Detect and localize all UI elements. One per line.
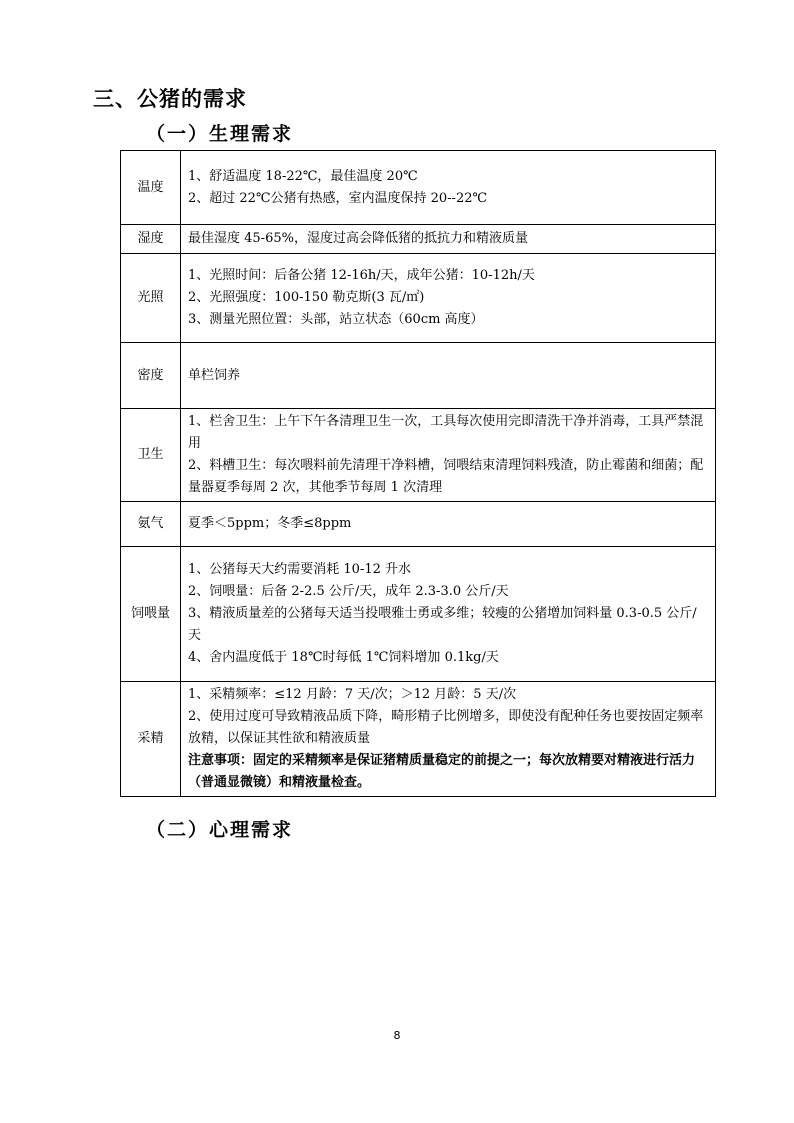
row-label: 湿度 bbox=[121, 225, 181, 254]
row-label: 温度 bbox=[121, 151, 181, 225]
row-content bbox=[181, 254, 716, 343]
table-row-ammonia bbox=[121, 502, 716, 547]
row-label: 光照 bbox=[121, 254, 181, 343]
section-title: 三、公猪的需求 bbox=[93, 87, 247, 111]
row-content bbox=[181, 343, 716, 409]
row-content bbox=[181, 409, 716, 502]
row-content bbox=[181, 682, 716, 797]
content-line: 最佳湿度 45-65%，湿度过高会降低猪的抵抗力和精液质量 bbox=[188, 231, 528, 246]
row-label: 饲喂量 bbox=[121, 547, 181, 682]
table-row-hygiene bbox=[121, 409, 716, 502]
content-line: 3、精液质量差的公猪每天适当投喂雅士勇或多维；较瘦的公猪增加饲料量 0.3-0.5 公斤/天 bbox=[188, 606, 697, 643]
note-text: 注意事项：固定的采精频率是保证猪精质量稳定的前提之一；每次放精要对精液进行活力（普通显微镜）和精液量检查。 bbox=[188, 753, 696, 790]
table-row-lighting bbox=[121, 254, 716, 343]
table-row-feeding bbox=[121, 547, 716, 682]
row-label: 密度 bbox=[121, 343, 181, 409]
content-line: 2、饲喂量：后备 2-2.5 公斤/天，成年 2.3-3.0 公斤/天 bbox=[188, 584, 509, 599]
content-line: 1、光照时间：后备公猪 12-16h/天，成年公猪：10-12h/天 bbox=[188, 268, 535, 283]
row-label: 采精 bbox=[121, 682, 181, 797]
content-line: 3、测量光照位置：头部，站立状态（60cm 高度） bbox=[188, 312, 484, 327]
content-line: 2、超过 22℃公猪有热感，室内温度保持 20--22℃ bbox=[188, 190, 488, 206]
content-line: 1、栏舍卫生：上午下午各清理卫生一次，工具每次使用完即清洗干净并消毒，工具严禁混用 bbox=[188, 414, 704, 451]
table-row-humidity bbox=[121, 225, 716, 254]
content-line: 4、舍内温度低于 18℃时每低 1℃饲料增加 0.1kg/天 bbox=[188, 650, 499, 665]
requirements-table bbox=[120, 150, 716, 797]
content-line: 1、公猪每天大约需要消耗 10-12 升水 bbox=[188, 562, 412, 577]
content-line: 夏季＜5ppm；冬季≤8ppm bbox=[188, 516, 352, 531]
row-content bbox=[181, 151, 716, 225]
row-label: 卫生 bbox=[121, 409, 181, 502]
page-number: 8 bbox=[393, 1029, 401, 1042]
table-row-semen-collection bbox=[121, 682, 716, 797]
row-content bbox=[181, 547, 716, 682]
table-row-temperature bbox=[121, 151, 716, 225]
content-line: 2、使用过度可导致精液品质下降，畸形精子比例增多，即使没有配种任务也要按固定频率放精，以保证其性欲和精液质量 bbox=[188, 709, 704, 746]
content-line: 2、光照强度：100-150 勒克斯(3 瓦/㎡) bbox=[188, 290, 425, 305]
subsection-title-physiological: （一）生理需求 bbox=[146, 123, 294, 145]
row-content bbox=[181, 225, 716, 254]
row-content bbox=[181, 502, 716, 547]
subsection-title-psychological: （二）心理需求 bbox=[146, 819, 294, 841]
content-line: 1、采精频率：≤12 月龄：7 天/次；＞12 月龄：5 天/次 bbox=[188, 687, 517, 702]
content-line: 单栏饲养 bbox=[188, 367, 241, 383]
content-line: 1、舒适温度 18-22℃，最佳温度 20℃ bbox=[188, 168, 418, 184]
table-row-density bbox=[121, 343, 716, 409]
content-line: 2、料槽卫生：每次喂料前先清理干净料槽，饲喂结束清理饲料残渣，防止霉菌和细菌；配量器夏季每周 2 次，其他季节每周 1 次清理 bbox=[188, 458, 704, 495]
row-label: 氨气 bbox=[121, 502, 181, 547]
